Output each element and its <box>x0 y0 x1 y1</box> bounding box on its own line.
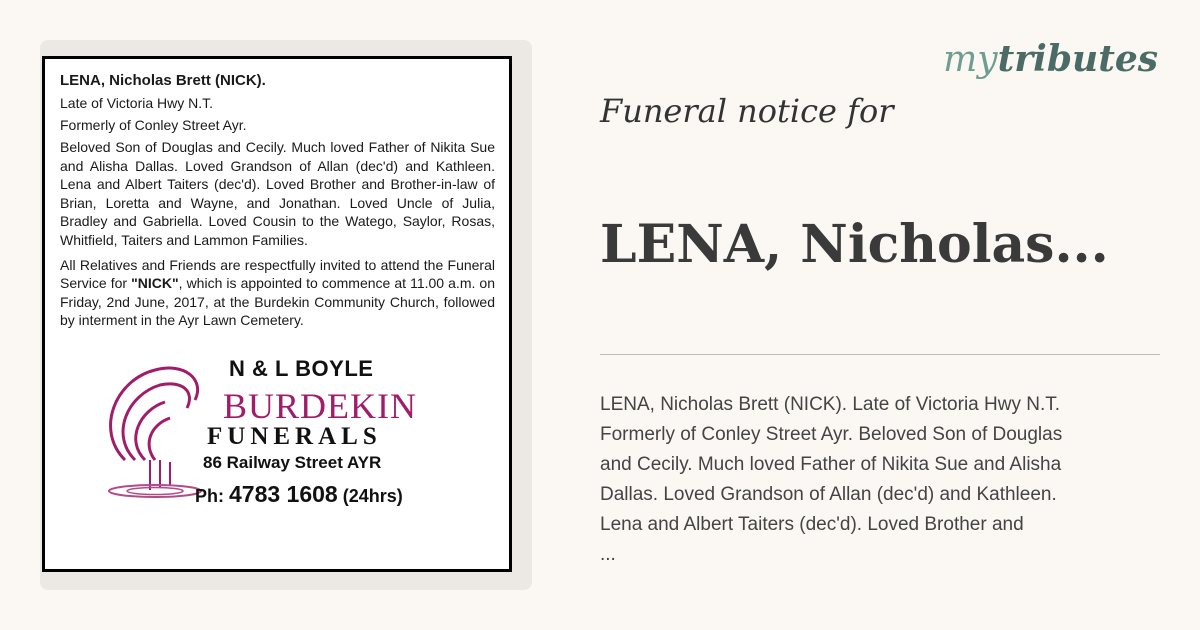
funeral-home-address: 86 Railway Street AYR <box>203 453 382 472</box>
page-subtitle: Funeral notice for <box>600 92 894 130</box>
notice-service-paragraph <box>60 256 495 330</box>
funeral-home-logo <box>55 340 475 510</box>
service-nickname: "NICK" <box>131 275 179 292</box>
funeral-home-funerals: FUNERALS <box>207 423 382 450</box>
divider <box>600 354 1160 355</box>
mytributes-logo[interactable] <box>943 38 1158 80</box>
brand-tributes: tributes <box>997 38 1158 80</box>
phone-prefix: Ph: <box>195 486 229 506</box>
notice-deceased-name: LENA, Nicholas Brett (NICK). <box>60 72 266 89</box>
service-text-end: , which is appointed to commence at 11.00 a.m. on Friday, 2nd June, 2017, at the Burdekin Community Church, followed by interment in the Ayr Lawn Cemetery. <box>60 275 495 329</box>
page-title: LENA, Nicholas... <box>600 214 1109 275</box>
notice-family-paragraph: Beloved Son of Douglas and Cecily. Much loved Father of Nikita Sue and Alisha Dallas. Loved Grandson of Allan (dec'd) and Kathleen. Lena and Albert Taiters (dec'd). Loved Brother and Brother-in-law of Brian, Loretta and Wayne, and Jonathan. Loved Uncle of Julia, Bradley and Gabriella. Loved Cousin to the Watego, Saylor, Rosas, Whitfield, Taiters and Lammon Families. <box>60 139 495 248</box>
funeral-home-phone <box>195 481 403 508</box>
notice-late-of: Late of Victoria Hwy N.T. <box>60 95 214 111</box>
funeral-home-burdekin: BURDEKIN <box>223 386 417 426</box>
notice-excerpt: LENA, Nicholas Brett (NICK). Late of Victoria Hwy N.T. Formerly of Conley Street Ayr. Beloved Son of Douglas and Cecily. Much loved Father of Nikita Sue and Alisha Dallas. Loved Grandson of Allan (dec'd) and Kathleen. Lena and Albert Taiters (dec'd). Loved Brother and ... <box>600 394 1063 565</box>
brand-my: my <box>943 39 998 80</box>
phone-number: 4783 1608 <box>229 481 338 507</box>
funeral-home-name: N & L BOYLE <box>229 356 374 381</box>
notice-formerly-of: Formerly of Conley Street Ayr. <box>60 117 247 133</box>
phone-suffix: (24hrs) <box>337 486 403 506</box>
service-text-start: All Relatives and Friends are respectfully invited to attend the Funeral Service for <box>60 256 495 292</box>
